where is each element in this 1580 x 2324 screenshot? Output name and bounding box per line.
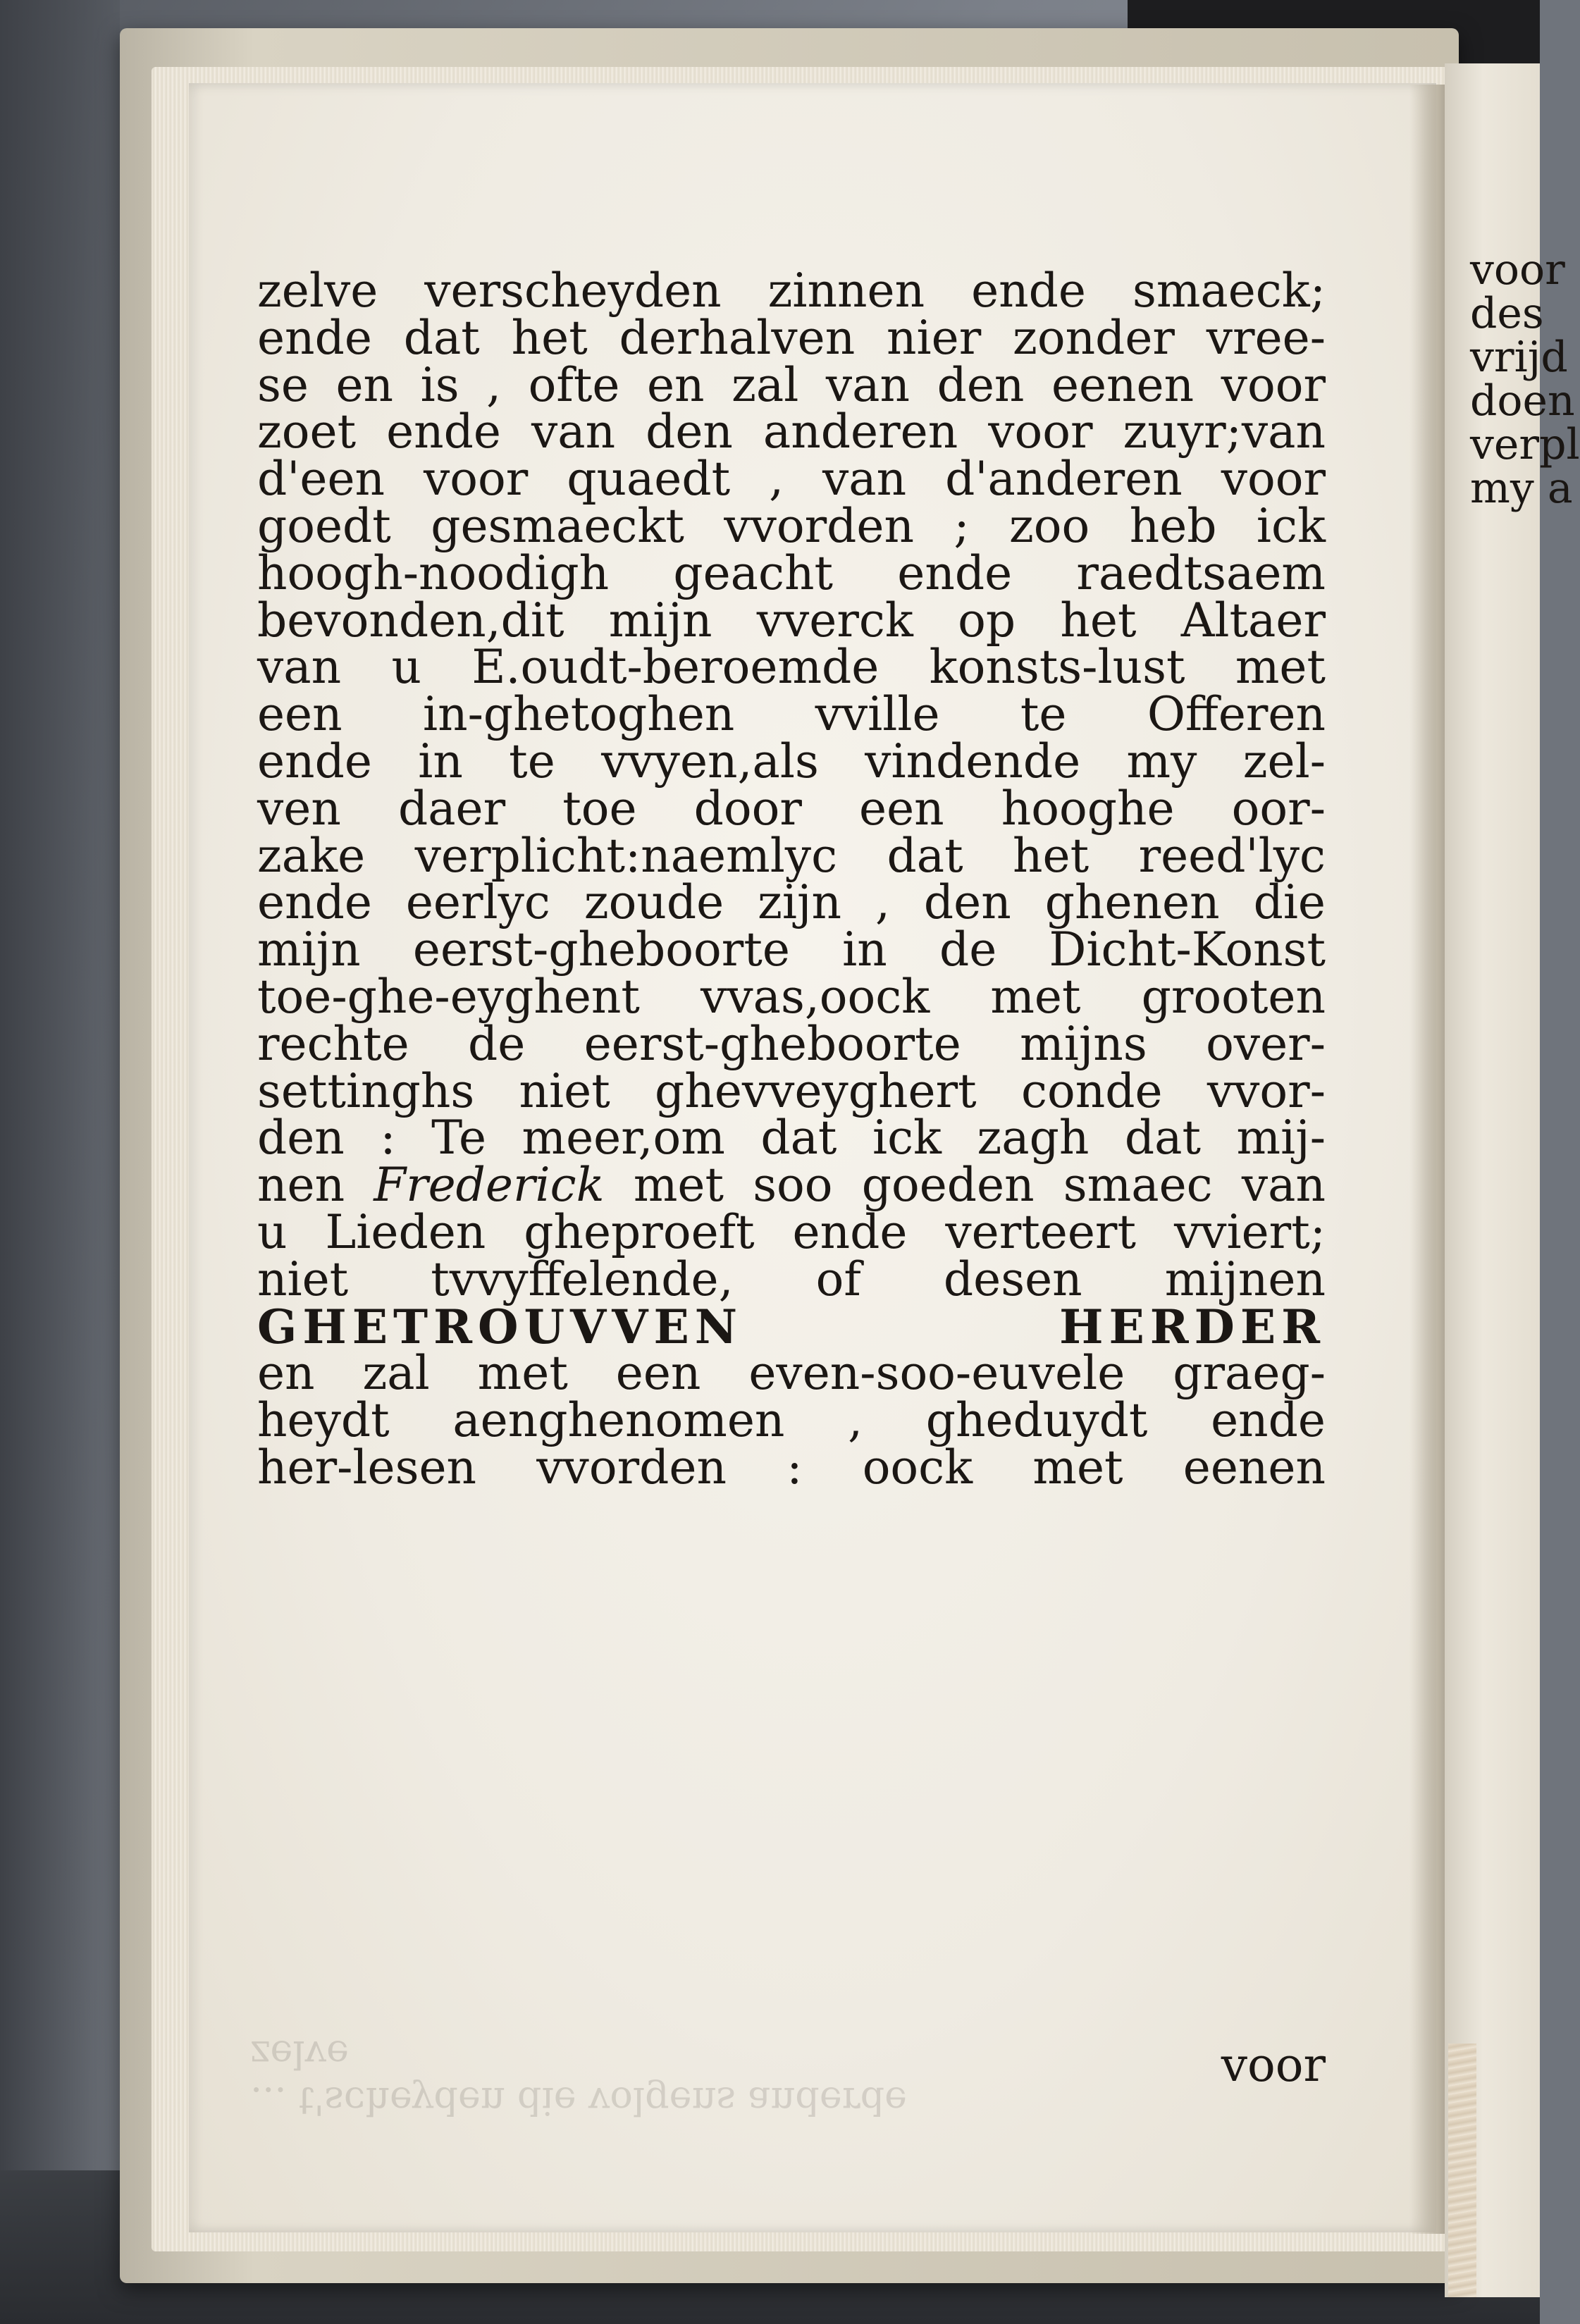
page-text-block xyxy=(257,264,1326,1495)
text-line: rechte de eerst-gheboorte mijns over- xyxy=(257,1016,1326,1071)
text-line: ende in te vvyen,als vindende my zel- xyxy=(257,734,1326,789)
binding-thread xyxy=(1448,2044,1476,2297)
text-line: toe-ghe-eyghent vvas,oock met grooten xyxy=(257,969,1326,1024)
text-line: hoogh-noodigh geacht ende raedtsaem xyxy=(257,545,1326,600)
show-through-text: ... t'scheyden die volgens anderde zelve xyxy=(250,2032,908,2123)
text-line: mijn eerst-gheboorte in de Dicht-Konst xyxy=(257,922,1326,977)
text-line: ende eerlyc zoude zijn , den ghenen die xyxy=(257,875,1326,930)
text-line: u Lieden gheproeft ende verteert vviert; xyxy=(257,1204,1326,1259)
text-line: settinghs niet ghevveyghert conde vvor- xyxy=(257,1063,1326,1118)
text-line: ven daer toe door een hooghe oor- xyxy=(257,781,1326,836)
text-line: zake verplicht:naemlyc dat het reed'lyc xyxy=(257,828,1326,883)
text-line: van u E.oudt-beroemde konsts-lust met xyxy=(257,640,1326,695)
text-line: zoet ende van den anderen voor zuyr;van xyxy=(257,404,1326,459)
text-segment: met soo goeden smaec van xyxy=(604,1158,1326,1213)
catchword: voor xyxy=(1221,2038,1326,2092)
text-line: zelve verscheyden zinnen ende smaeck; xyxy=(257,264,1326,318)
title-caps-line: GHETROUVVEN HERDER xyxy=(257,1299,1326,1354)
text-line: se en is , ofte en zal van den eenen voor xyxy=(257,357,1326,412)
text-line: een in-ghetoghen vville te Offeren xyxy=(257,687,1326,742)
text-line: niet tvvyffelende, of desen mijnen xyxy=(257,1251,1326,1306)
text-line: her-lesen vvorden : oock met eenen xyxy=(257,1440,1326,1495)
text-line: bevonden,dit mijn vverck op het Altaer xyxy=(257,593,1326,648)
text-line-with-name xyxy=(257,1158,1326,1213)
text-line: goedt gesmaeckt vvorden ; zoo heb ick xyxy=(257,498,1326,553)
text-line: den : Te meer,om dat ick zagh dat mij- xyxy=(257,1111,1326,1166)
text-line: heydt aenghenomen , gheduydt ende xyxy=(257,1393,1326,1448)
text-line: ende dat het derhalven nier zonder vree- xyxy=(257,310,1326,365)
text-segment: nen xyxy=(257,1158,374,1213)
background-shadow xyxy=(0,0,120,2324)
facing-page xyxy=(1445,63,1580,2297)
text-line: d'een voor quaedt , van d'anderen voor xyxy=(257,452,1326,507)
text-line: en zal met een even-soo-euvele graeg- xyxy=(257,1346,1326,1401)
italic-name: Frederick xyxy=(374,1158,605,1213)
facing-page-fragments: voor des vrijd doen verpl my a xyxy=(1470,245,1580,513)
